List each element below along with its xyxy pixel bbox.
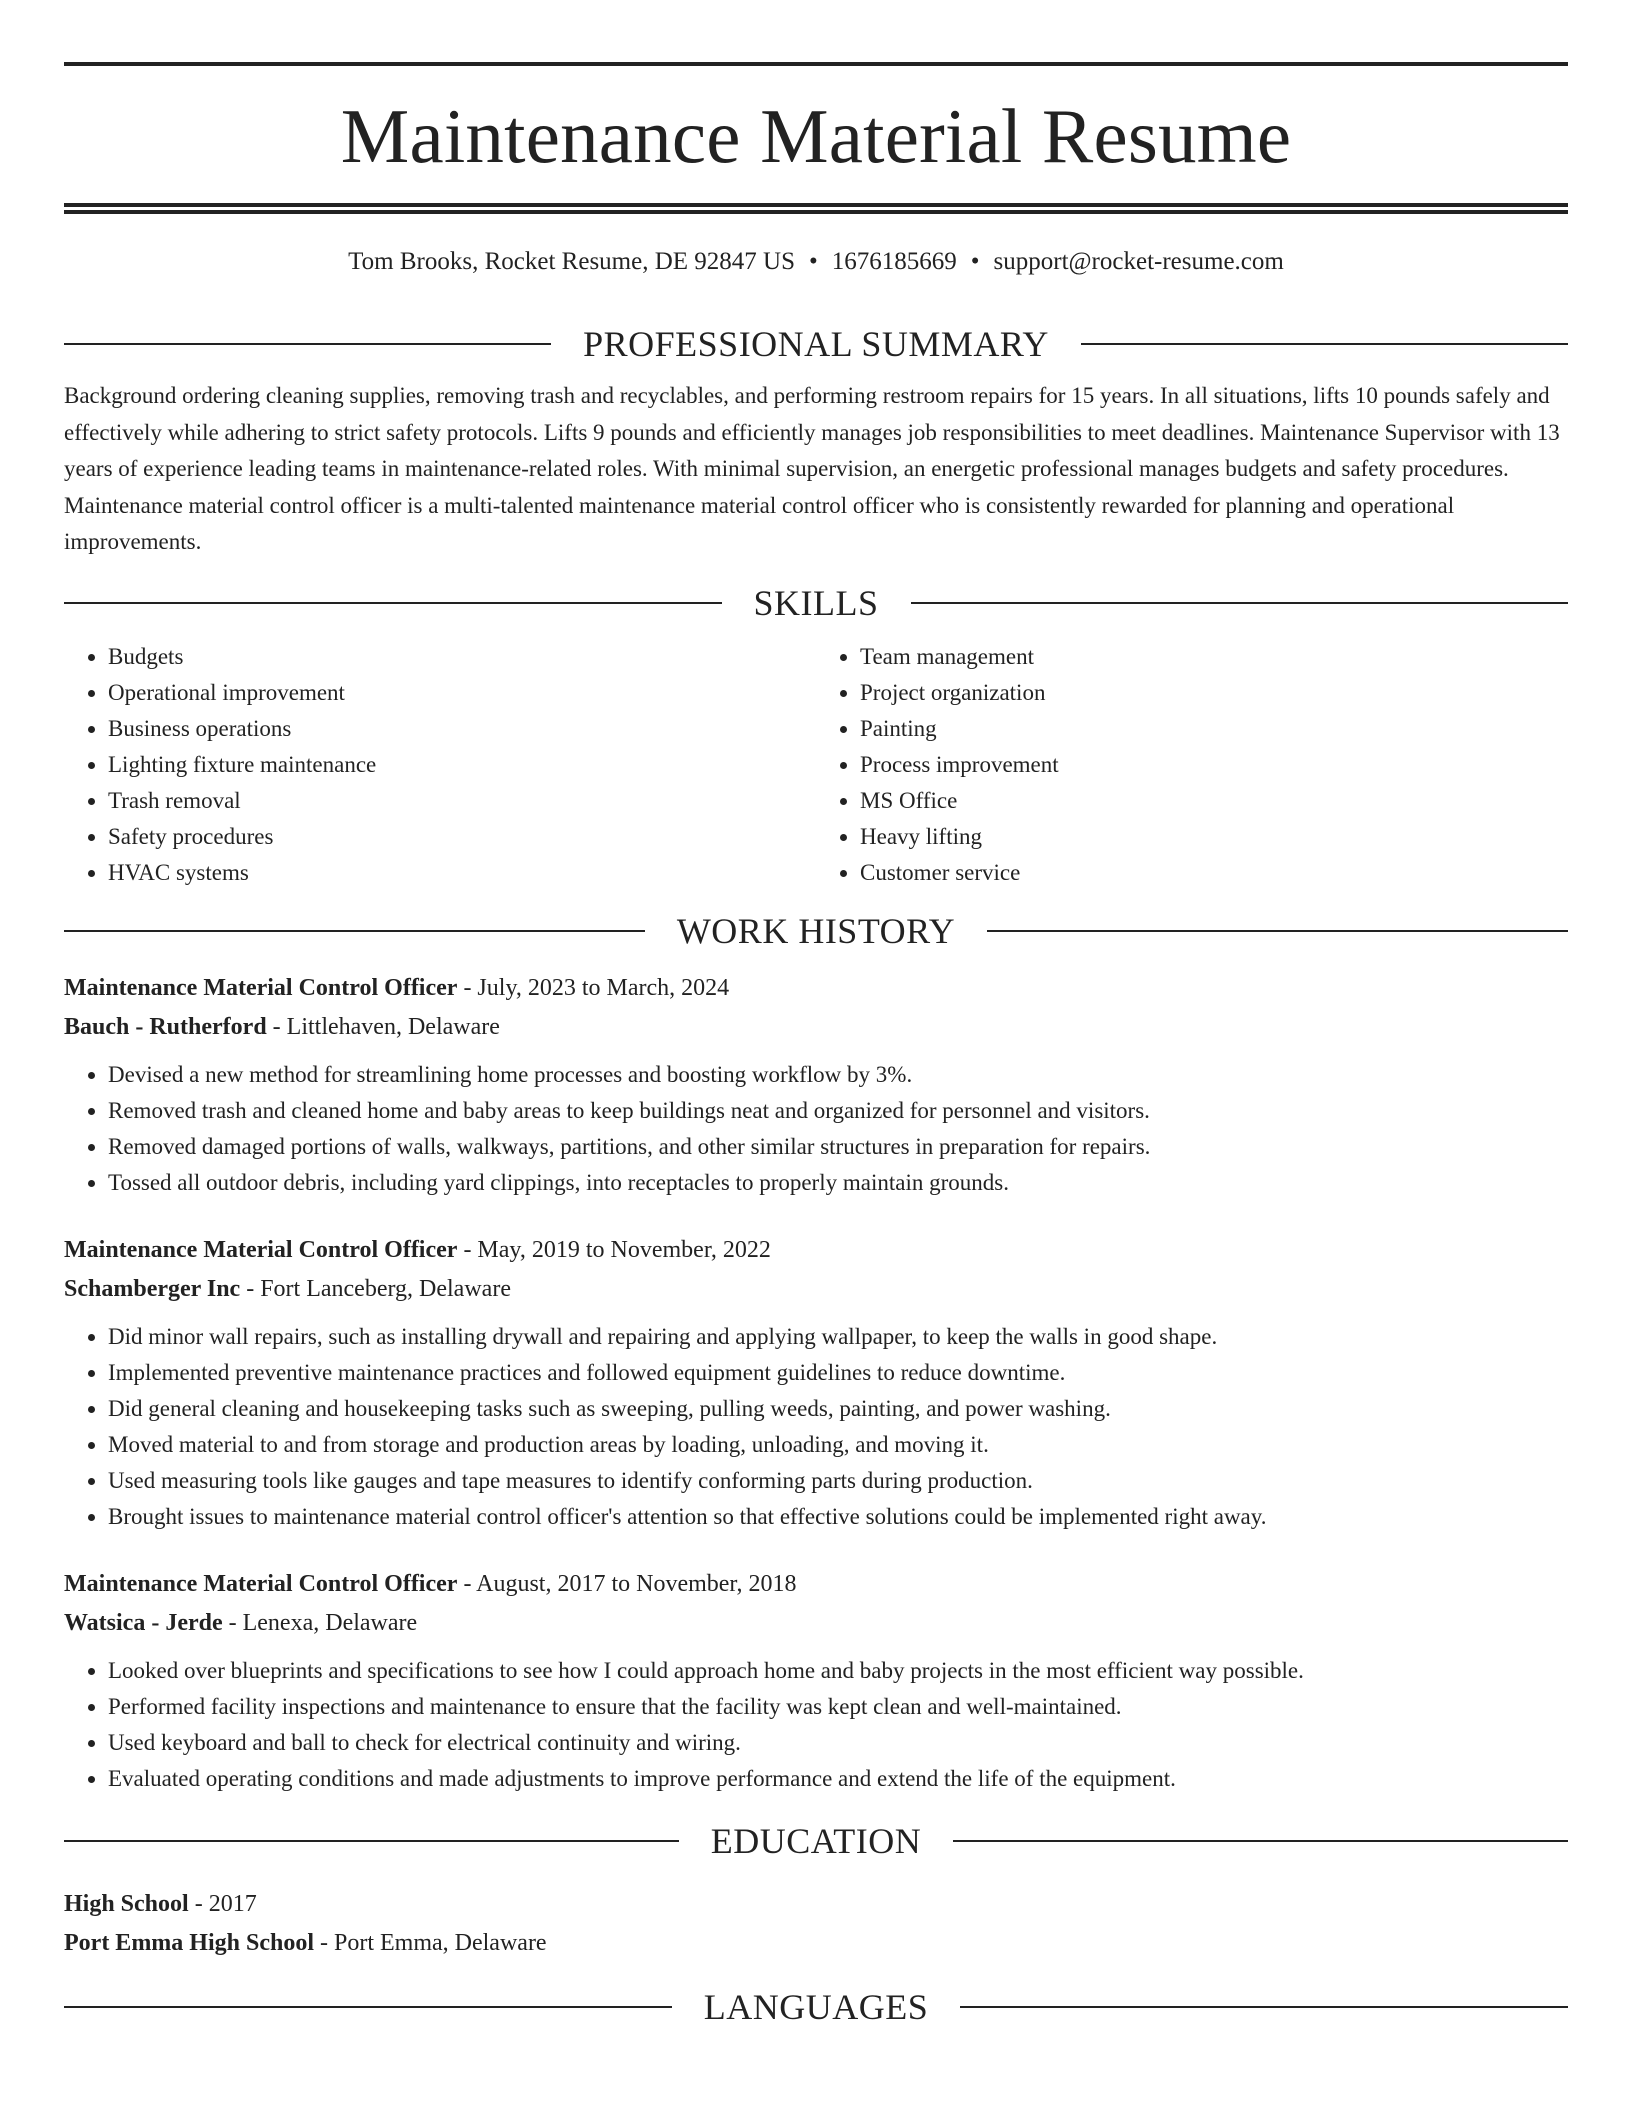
job-title-line <box>64 1565 1568 1604</box>
job-title-line <box>64 1231 1568 1270</box>
divider <box>64 1840 679 1842</box>
job-bullet: • Removed trash and cleaned home and baby areas to keep buildings neat and organized for personnel and visitors. <box>108 1093 1568 1129</box>
job-company: Schamberger Inc <box>64 1275 241 1302</box>
divider <box>1081 343 1568 345</box>
skill-item: • Process improvement <box>860 747 1568 783</box>
skill-item: • Budgets <box>108 639 816 675</box>
skill-item: • Trash removal <box>108 783 816 819</box>
section-title: EDUCATION <box>710 1820 922 1861</box>
job-entry <box>64 1231 1568 1535</box>
skill-item: • Business operations <box>108 711 816 747</box>
job-company-line <box>64 1604 1568 1643</box>
section-header-education <box>64 1819 1568 1863</box>
job-company-line <box>64 1008 1568 1047</box>
education-location: - Port Emma, Delaware <box>314 1929 547 1956</box>
job-entry <box>64 1565 1568 1797</box>
contact-address: Tom Brooks, Rocket Resume, DE 92847 US <box>348 248 795 275</box>
section-header-summary <box>64 322 1568 366</box>
job-bullet: • Used keyboard and ball to check for electrical continuity and wiring. <box>108 1725 1568 1761</box>
education-degree: High School <box>64 1890 189 1917</box>
skills-list <box>64 639 1568 891</box>
contact-email[interactable]: support@rocket-resume.com <box>993 248 1284 275</box>
contact-separator: • <box>809 248 818 275</box>
job-dates: - May, 2019 to November, 2022 <box>457 1236 771 1263</box>
job-bullet: • Performed facility inspections and maintenance to ensure that the facility was kept clean and well-maintained. <box>108 1689 1568 1725</box>
divider <box>911 602 1569 604</box>
job-title: Maintenance Material Control Officer <box>64 1236 458 1263</box>
contact-phone: 1676185669 <box>831 248 957 275</box>
skill-item: • Team management <box>860 639 1568 675</box>
section-title: SKILLS <box>753 582 879 623</box>
skill-item: • Heavy lifting <box>860 819 1568 855</box>
job-bullet: • Did general cleaning and housekeeping tasks such as sweeping, pulling weeds, painting, and power washing. <box>108 1391 1568 1427</box>
job-company: Bauch - Rutherford <box>64 1013 267 1040</box>
job-location: - Fort Lanceberg, Delaware <box>240 1275 511 1302</box>
job-title: Maintenance Material Control Officer <box>64 974 458 1001</box>
job-bullet: • Evaluated operating conditions and made adjustments to improve performance and extend the life of the equipment. <box>108 1761 1568 1797</box>
skill-item: • Operational improvement <box>108 675 816 711</box>
skill-item: • Project organization <box>860 675 1568 711</box>
skill-item: • HVAC systems <box>108 855 816 891</box>
skills-column-right <box>816 639 1568 891</box>
skill-item: • Customer service <box>860 855 1568 891</box>
contact-separator: • <box>970 248 980 275</box>
section-title: LANGUAGES <box>703 1986 929 2027</box>
job-bullet: • Implemented preventive maintenance practices and followed equipment guidelines to reduce downtime. <box>108 1355 1568 1391</box>
job-bullets <box>64 1319 1568 1535</box>
job-bullet: • Tossed all outdoor debris, including yard clippings, into receptacles to properly maintain grounds. <box>108 1165 1568 1201</box>
job-bullet: • Devised a new method for streamlining home processes and boosting workflow by 3%. <box>108 1057 1568 1093</box>
education-year: - 2017 <box>188 1890 257 1917</box>
skill-item: • Lighting fixture maintenance <box>108 747 816 783</box>
job-location: - Littlehaven, Delaware <box>266 1013 500 1040</box>
job-dates: - July, 2023 to March, 2024 <box>457 974 730 1001</box>
job-bullets <box>64 1057 1568 1201</box>
skill-item: • Painting <box>860 711 1568 747</box>
section-header-languages <box>64 1985 1568 2029</box>
contact-line <box>64 242 1568 282</box>
job-bullet: • Moved material to and from storage and production areas by loading, unloading, and moving it. <box>108 1427 1568 1463</box>
divider <box>953 1840 1568 1842</box>
job-bullet: • Used measuring tools like gauges and tape measures to identify conforming parts during production. <box>108 1463 1568 1499</box>
education-school-line <box>64 1924 1568 1963</box>
divider <box>64 343 551 345</box>
divider <box>64 930 645 932</box>
section-header-work-history <box>64 909 1568 953</box>
job-entry <box>64 969 1568 1201</box>
education-school: Port Emma High School <box>64 1929 314 1956</box>
title-double-rule <box>64 203 1568 214</box>
section-header-skills <box>64 581 1568 625</box>
job-title: Maintenance Material Control Officer <box>64 1570 458 1597</box>
skill-item: • Safety procedures <box>108 819 816 855</box>
divider <box>64 602 722 604</box>
summary-paragraph: Background ordering cleaning supplies, removing trash and recyclables, and performing restroom repairs for 15 years. In all situations, lifts 10 pounds safely and effectively while adhering to strict safety protocols. Lifts 9 pounds and efficiently manages job responsibilities to meet deadlines. Maintenance Supervisor with 13 years of experience leading teams in maintenance-related roles. With minimal supervision, an energetic professional manages budgets and safety procedures. Maintenance material control officer is a multi-talented maintenance material control officer who is consistently rewarded for planning and operational improvements. <box>64 383 1560 554</box>
skills-column-left <box>64 639 816 891</box>
job-bullet: • Removed damaged portions of walls, walkways, partitions, and other similar structures in preparation for repairs. <box>108 1129 1568 1165</box>
job-dates: - August, 2017 to November, 2018 <box>457 1570 797 1597</box>
top-rule <box>64 62 1568 66</box>
skill-item: • MS Office <box>860 783 1568 819</box>
section-title: WORK HISTORY <box>676 910 956 951</box>
job-company: Watsica - Jerde <box>64 1609 223 1636</box>
resume-page <box>64 0 1568 2029</box>
section-title: PROFESSIONAL SUMMARY <box>583 324 1049 364</box>
divider <box>987 930 1568 932</box>
divider <box>64 2006 672 2008</box>
job-location: - Lenexa, Delaware <box>222 1609 418 1636</box>
resume-title: Maintenance Material Resume <box>340 93 1292 179</box>
job-bullet: • Brought issues to maintenance material control officer's attention so that effective solutions could be implemented right away. <box>108 1499 1568 1535</box>
divider <box>960 2006 1568 2008</box>
job-bullet: • Did minor wall repairs, such as installing drywall and repairing and applying wallpaper, to keep the walls in good shape. <box>108 1319 1568 1355</box>
job-bullets <box>64 1653 1568 1797</box>
education-entry <box>64 1885 1568 1963</box>
job-company-line <box>64 1270 1568 1309</box>
job-title-line <box>64 969 1568 1008</box>
job-bullet: • Looked over blueprints and specifications to see how I could approach home and baby projects in the most efficient way possible. <box>108 1653 1568 1689</box>
education-degree-line <box>64 1885 1568 1924</box>
